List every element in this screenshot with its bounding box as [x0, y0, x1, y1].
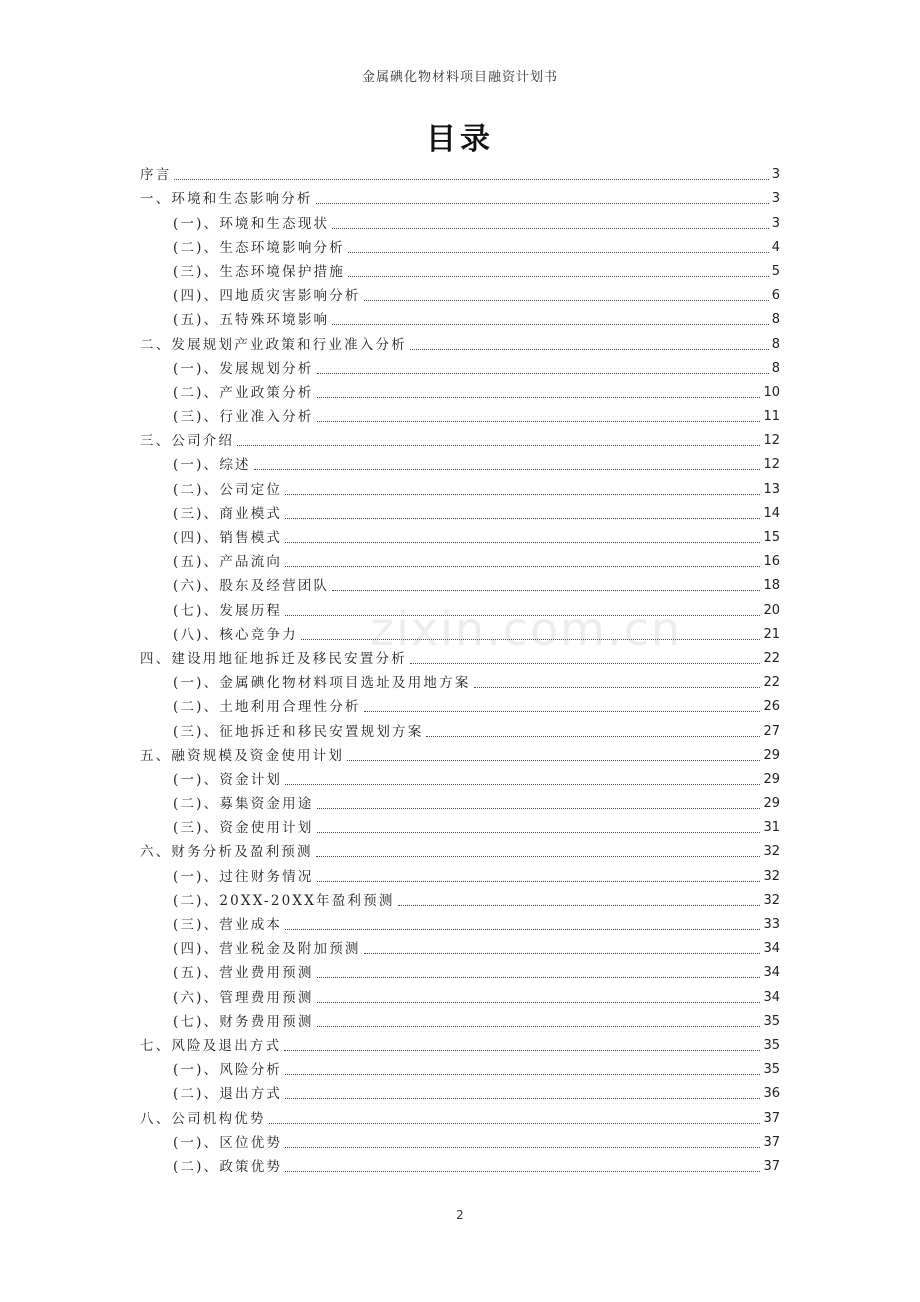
dot-leader	[332, 589, 760, 591]
toc-entry-page: 26	[763, 699, 780, 715]
toc-entry-text: (二)、20XX-20XX年盈利预测	[173, 892, 395, 909]
dot-leader	[285, 541, 760, 543]
toc-entry[interactable]	[140, 427, 780, 451]
toc-entry-page: 13	[763, 481, 780, 497]
dot-leader	[285, 493, 760, 495]
toc-entry[interactable]	[140, 330, 780, 354]
toc-subentry[interactable]	[140, 355, 780, 379]
toc-entry-text: (七)、财务费用预测	[173, 1013, 314, 1030]
toc-subentry[interactable]	[140, 451, 780, 475]
toc-entry-text: (五)、五特殊环境影响	[173, 312, 330, 329]
toc-entry-page: 14	[763, 505, 780, 521]
toc-entry-page: 29	[763, 796, 780, 812]
toc-entry-text: (五)、营业费用预测	[173, 965, 314, 982]
toc-entry-page: 37	[763, 1134, 780, 1150]
toc-subentry[interactable]	[140, 1056, 780, 1080]
toc-entry-page: 15	[763, 530, 780, 545]
toc-entry-text: (五)、产品流向	[173, 554, 283, 571]
toc-subentry[interactable]	[140, 403, 780, 427]
dot-leader	[410, 348, 769, 350]
dot-leader	[316, 202, 769, 204]
toc-entry-page: 37	[763, 1110, 780, 1126]
toc-entry-text: (一)、发展规划分析	[173, 360, 314, 377]
toc-entry[interactable]	[140, 838, 780, 862]
toc-entry-text: (一)、环境和生态现状	[173, 215, 330, 232]
toc-entry-page: 35	[763, 1037, 780, 1053]
dot-leader	[285, 783, 760, 785]
dot-leader	[285, 928, 760, 930]
toc-entry[interactable]	[140, 185, 780, 209]
toc-entry-page: 20	[763, 602, 780, 618]
watermark: zixin.com.cn	[370, 602, 683, 656]
dot-leader	[316, 855, 761, 857]
toc-subentry[interactable]	[140, 475, 780, 499]
toc-entry-page: 31	[763, 820, 780, 836]
toc-entry-page: 4	[771, 239, 780, 255]
dot-leader	[317, 396, 761, 398]
toc-entry-page: 18	[763, 578, 780, 594]
dot-leader	[174, 178, 768, 180]
toc-entry-page: 3	[771, 167, 780, 183]
toc-subentry[interactable]	[140, 1129, 780, 1153]
toc-entry-page: 3	[771, 191, 780, 207]
toc-entry-text: (一)、风险分析	[173, 1062, 283, 1079]
dot-leader	[410, 662, 761, 664]
toc-subentry[interactable]	[140, 693, 780, 717]
dot-leader	[364, 710, 761, 712]
toc-entry-text: (二)、产业政策分析	[173, 384, 314, 401]
toc-subentry[interactable]	[140, 959, 780, 983]
toc-entry-text: (一)、资金计划	[173, 771, 283, 788]
dot-leader	[398, 904, 761, 906]
running-header: 金属碘化物材料项目融资计划书	[361, 70, 558, 85]
dot-leader	[285, 517, 760, 519]
toc-entry-page: 8	[771, 360, 780, 376]
dot-leader	[364, 952, 761, 954]
toc-entry-page: 34	[763, 989, 780, 1005]
toc-entry-text: (一)、过往财务情况	[173, 868, 314, 885]
toc-entry-text: 序言	[140, 167, 172, 184]
toc-entry-text: (二)、募集资金用途	[173, 796, 314, 813]
dot-leader	[285, 1073, 760, 1075]
toc-entry-page: 21	[763, 626, 780, 642]
toc-entry-page: 11	[763, 409, 780, 425]
toc-subentry[interactable]	[140, 862, 780, 886]
toc-subentry[interactable]	[140, 766, 780, 790]
toc-entry-text: (四)、四地质灾害影响分析	[173, 288, 361, 305]
toc-entry-page: 34	[763, 941, 780, 957]
toc-entry-page: 34	[763, 965, 780, 981]
toc-entry-page: 35	[763, 1013, 780, 1029]
toc-entry-text: (三)、生态环境保护措施	[173, 263, 345, 280]
toc-subentry[interactable]	[140, 1080, 780, 1104]
toc-entry-page: 6	[771, 288, 780, 304]
toc-entry-text: (二)、政策优势	[173, 1158, 283, 1175]
toc-subentry[interactable]	[140, 258, 780, 282]
dot-leader	[426, 735, 760, 737]
toc-entry[interactable]	[140, 1104, 780, 1128]
toc-entry-text: (二)、土地利用合理性分析	[173, 699, 361, 716]
dot-leader	[317, 372, 769, 374]
toc-entry-page: 29	[763, 747, 780, 763]
toc-entry[interactable]	[140, 161, 780, 185]
toc-entry-page: 32	[763, 868, 780, 884]
toc-subentry[interactable]	[140, 379, 780, 403]
toc-subentry[interactable]	[140, 282, 780, 306]
toc-entry-text: (三)、行业准入分析	[173, 409, 314, 426]
toc-subentry[interactable]	[140, 548, 780, 572]
dot-leader	[317, 1001, 761, 1003]
toc-subentry[interactable]	[140, 209, 780, 233]
toc-entry-text: (二)、生态环境影响分析	[173, 239, 345, 256]
dot-leader	[347, 759, 760, 761]
toc-title: 目录	[426, 122, 494, 157]
toc-entry-page: 12	[763, 457, 780, 473]
toc-entry-page: 22	[763, 650, 780, 666]
dot-leader	[284, 1049, 760, 1051]
toc-entry-page: 12	[763, 433, 780, 449]
dot-leader	[348, 251, 769, 253]
toc-entry-text: (七)、发展历程	[173, 602, 283, 619]
toc-entry-text: (一)、金属碘化物材料项目选址及用地方案	[173, 675, 471, 692]
dot-leader	[332, 323, 768, 325]
dot-leader	[317, 807, 761, 809]
toc-entry[interactable]	[140, 1032, 780, 1056]
dot-leader	[317, 976, 761, 978]
toc-entry-text: 五、融资规模及资金使用计划	[140, 747, 345, 764]
toc-subentry[interactable]	[140, 500, 780, 524]
dot-leader	[254, 468, 761, 470]
toc-entry-text: 三、公司介绍	[140, 433, 235, 450]
toc-subentry[interactable]	[140, 524, 780, 548]
toc-entry-text: (一)、综述	[173, 457, 251, 474]
toc-entry-text: (三)、资金使用计划	[173, 820, 314, 837]
toc-entry[interactable]	[140, 742, 780, 766]
toc-subentry[interactable]	[140, 717, 780, 741]
toc-subentry[interactable]	[140, 1008, 780, 1032]
toc-entry-text: (三)、征地拆迁和移民安置规划方案	[173, 723, 424, 740]
toc-entry-page: 10	[763, 384, 780, 400]
toc-entry-page: 36	[763, 1086, 780, 1102]
toc-entry-text: (四)、营业税金及附加预测	[173, 941, 361, 958]
toc-entry-page: 27	[763, 723, 780, 739]
toc-entry-text: 八、公司机构优势	[140, 1110, 266, 1127]
toc-entry-page: 29	[763, 771, 780, 787]
toc-subentry[interactable]	[140, 306, 780, 330]
dot-leader	[317, 1025, 761, 1027]
toc-entry-text: (二)、公司定位	[173, 481, 283, 498]
dot-leader	[317, 880, 761, 882]
toc-entry-page: 32	[763, 844, 780, 860]
toc-entry-text: (三)、商业模式	[173, 505, 283, 522]
toc-entry-text: 七、风险及退出方式	[140, 1037, 282, 1054]
toc-entry-text: (六)、股东及经营团队	[173, 578, 330, 595]
toc-subentry[interactable]	[140, 1153, 780, 1177]
toc-subentry[interactable]	[140, 669, 780, 693]
toc-entry-page: 5	[771, 263, 780, 279]
dot-leader	[332, 227, 768, 229]
toc-entry-text: 四、建设用地征地拆迁及移民安置分析	[140, 650, 407, 667]
toc-entry-page: 35	[763, 1062, 780, 1078]
dot-leader	[317, 420, 761, 422]
dot-leader	[285, 1146, 760, 1148]
toc-entry-text: (二)、退出方式	[173, 1086, 283, 1103]
dot-leader	[285, 1170, 760, 1172]
toc-subentry[interactable]	[140, 935, 780, 959]
toc-entry-page: 3	[771, 215, 780, 231]
toc-entry-page: 8	[771, 336, 780, 352]
toc-entry-page: 22	[763, 675, 780, 691]
dot-leader	[348, 275, 769, 277]
toc-entry-page: 37	[763, 1158, 780, 1174]
toc-entry-text: 一、环境和生态影响分析	[140, 191, 313, 208]
toc-entry-text: (六)、管理费用预测	[173, 989, 314, 1006]
toc-subentry[interactable]	[140, 234, 780, 258]
page-number: 2	[456, 1208, 464, 1222]
toc-entry-page: 33	[763, 917, 780, 932]
dot-leader	[474, 686, 761, 688]
table-of-contents	[140, 161, 780, 1177]
dot-leader	[364, 299, 769, 301]
dot-leader	[317, 831, 761, 833]
dot-leader	[285, 1097, 760, 1099]
dot-leader	[269, 1122, 761, 1124]
toc-entry-text: (一)、区位优势	[173, 1134, 283, 1151]
toc-entry-page: 32	[763, 892, 780, 908]
toc-subentry[interactable]	[140, 572, 780, 596]
dot-leader	[285, 565, 760, 567]
toc-entry-text: (四)、销售模式	[173, 530, 283, 546]
toc-entry-text: (三)、营业成本	[173, 917, 283, 933]
toc-subentry[interactable]	[140, 790, 780, 814]
toc-subentry[interactable]	[140, 887, 780, 911]
toc-subentry[interactable]	[140, 814, 780, 838]
toc-entry-page: 8	[771, 312, 780, 328]
toc-entry-text: (八)、核心竞争力	[173, 626, 298, 643]
toc-subentry[interactable]	[140, 983, 780, 1007]
toc-entry-page: 16	[763, 554, 780, 570]
toc-entry-text: 二、发展规划产业政策和行业准入分析	[140, 336, 407, 353]
dot-leader	[237, 444, 760, 446]
toc-subentry[interactable]	[140, 911, 780, 935]
toc-entry-text: 六、财务分析及盈利预测	[140, 844, 313, 861]
